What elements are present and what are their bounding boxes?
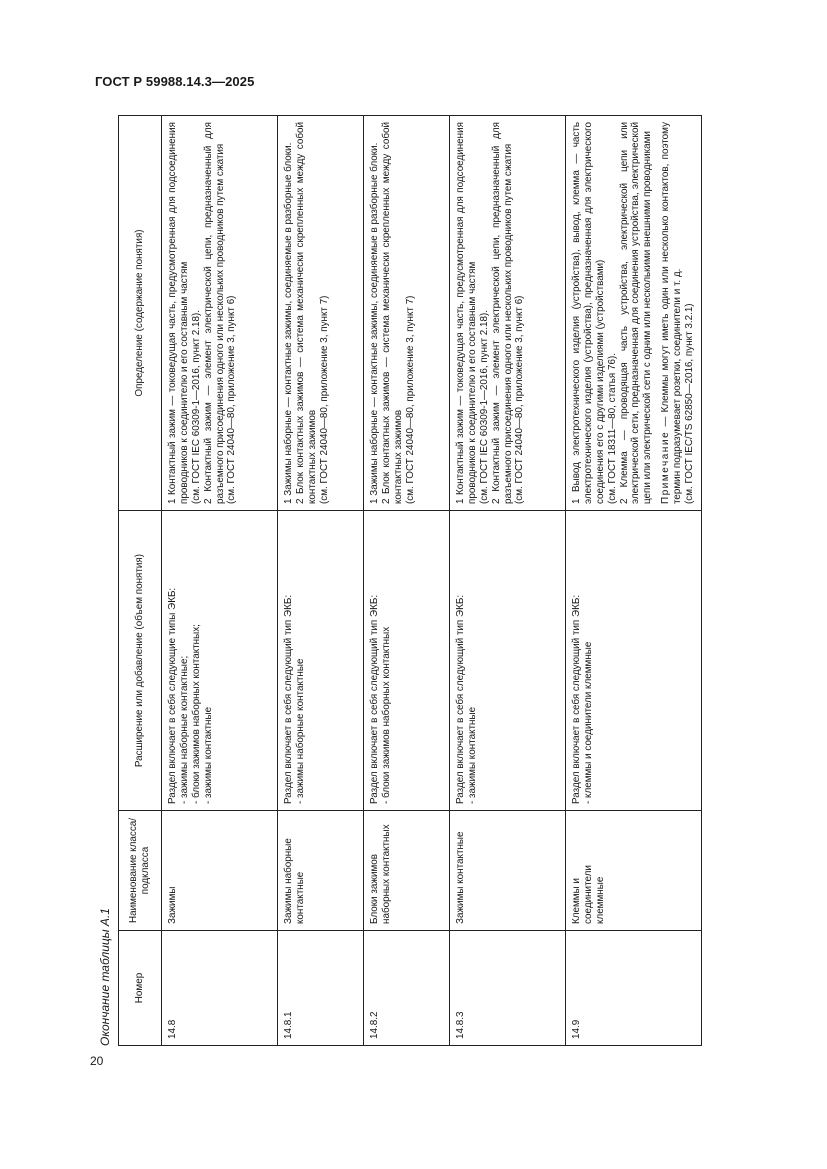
table-caption: Окончание таблицы А.1 [98,908,112,1046]
note-label: Примечание [660,430,672,504]
rotated-table-area [98,116,765,1046]
table-row [566,116,702,1046]
table-row [162,116,278,1046]
definition-line: 1 Зажимы наборные — контактные зажимы, соединяемые в разборные блоки. [369,142,380,504]
document-header: ГОСТ Р 59988.14.3—2025 [95,74,255,89]
extension-line: - зажимы наборные контактные; [178,655,190,804]
table-header-row [119,116,162,1046]
definition-line: 1 Контактный зажим — токоведущая часть, предусмотренная для подсоединения проводников к соединителю и его составным частям [167,122,190,504]
note-reference: (см. ГОСТ IEC/TS 62850—2016, пункт 3.2.1) [683,303,695,504]
row-number: 14.9 [566,931,702,1046]
definition-line: 2 Блок контактных зажимов — система механически скрепленных между собой контактных зажимов [294,122,318,504]
definition-line: (см. ГОСТ IEC 60309-1—2016, пункт 2.18). [190,309,202,504]
row-definition [364,116,450,511]
extension-line: - зажимы контактные [202,706,214,804]
extension-line: - блоки зажимов наборных контактных [380,626,392,804]
row-class-name: Клеммы и соединители клеммные [566,811,702,931]
classification-table [118,115,702,1046]
row-extension [278,511,364,811]
extension-line: Раздел включает в себя следующие типы ЭКБ: [167,587,178,804]
row-number: 14.8.3 [450,931,566,1046]
definition-line: 1 Контактный зажим — токоведущая часть, предусмотренная для подсоединения проводников к соединителю и его составным частям [455,122,478,504]
definition-line: (см. ГОСТ 24040—80, приложение 3, пункт 7) [318,295,330,504]
extension-line: Раздел включает в себя следующий тип ЭКБ: [571,594,582,804]
definition-line: 2 Контактный зажим — элемент электрической цепи, предназначенный для разъемного присоединения одного или нескольких проводников путем сжатия [490,122,514,504]
page-number: 20 [90,1054,104,1068]
row-number: 14.8.2 [364,931,450,1046]
extension-line: - зажимы наборные контактные [294,658,306,804]
row-class-name: Блоки зажимов наборных контактных [364,811,450,931]
row-definition [162,116,278,511]
row-definition [566,116,702,511]
table-row [278,116,364,1046]
column-header-definition: Определение (содержание понятия) [119,116,162,511]
row-extension [364,511,450,811]
column-header-name: Наименование класса/подкласса [119,811,162,931]
definition-line: 2 Клемма — проводящая часть устройства, электрической цепи или электрической сети, предназначенная для соединения устройства, электрической цепи или электрической сети с одним или несколькими внешними проводниками [618,122,654,504]
column-header-number: Номер [119,931,162,1046]
row-definition [278,116,364,511]
definition-line: (см. ГОСТ IEC 60309-1—2016, пункт 2.18). [478,309,490,504]
definition-note [660,122,684,504]
note-text: — Клеммы могут иметь один или несколько контактов, поэтому термин подразумевает розетки, соединители и т. д. [660,121,683,504]
extension-line: Раздел включает в себя следующий тип ЭКБ: [455,594,466,804]
row-number: 14.8.1 [278,931,364,1046]
extension-line: - блоки зажимов наборных контактных; [190,624,202,804]
extension-line: - зажимы контактные [466,706,478,804]
column-header-extension: Расширение или добавление (объем понятия) [119,511,162,811]
row-definition [450,116,566,511]
row-class-name: Зажимы контактные [450,811,566,931]
extension-line: Раздел включает в себя следующий тип ЭКБ: [369,594,380,804]
row-extension [162,511,278,811]
extension-line: Раздел включает в себя следующий тип ЭКБ: [283,594,294,804]
definition-line: 1 Зажимы наборные — контактные зажимы, соединяемые в разборные блоки. [283,142,294,504]
row-extension [450,511,566,811]
extension-line: - клеммы и соединители клеммные [582,641,594,804]
definition-line: 2 Блок контактных зажимов — система механически скрепленных между собой контактных зажимов [380,122,404,504]
definition-line: 2 Контактный зажим — элемент электрической цепи, предназначенный для разъемного присоединения одного или нескольких проводников путем сжатия [202,122,226,504]
row-extension [566,511,702,811]
definition-line: (см. ГОСТ 24040—80, приложение 3, пункт 6) [226,295,238,504]
definition-line: (см. ГОСТ 24040—80, приложение 3, пункт 6) [514,295,526,504]
row-class-name: Зажимы наборные контактные [278,811,364,931]
definition-line: (см. ГОСТ 24040—80, приложение 3, пункт 7) [404,295,416,504]
definition-line: 1 Вывод электротехнического изделия (устройства), вывод, клемма — часть электротехнического изделия (устройства), предназначенная для электрического соединения его с другими изделиями (устройствами) [571,122,606,504]
table-row [450,116,566,1046]
table-row [364,116,450,1046]
definition-line: (см. ГОСТ 18311—80, статья 76). [606,352,618,504]
row-class-name: Зажимы [162,811,278,931]
row-number: 14.8 [162,931,278,1046]
